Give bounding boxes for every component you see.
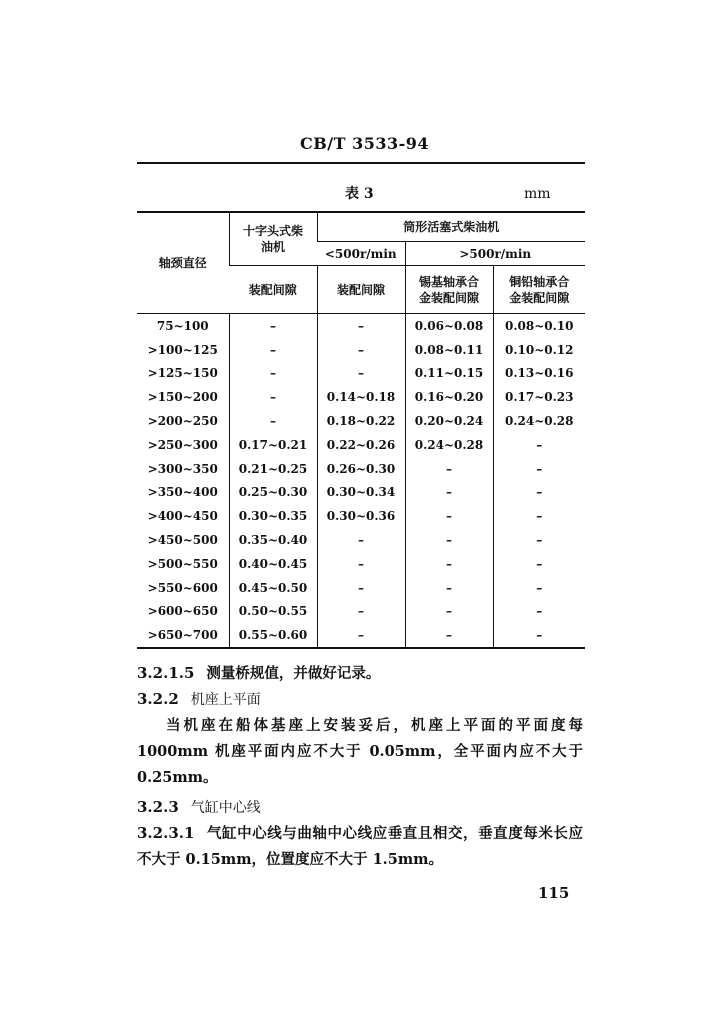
clearance-cell: – <box>405 623 493 648</box>
clearance-cell: 0.45~0.50 <box>229 576 317 600</box>
clearance-cell: 0.14~0.18 <box>317 385 405 409</box>
header-copper-lead-clearance: 铜铅轴承合金装配间隙 <box>493 266 585 314</box>
clearance-cell: – <box>405 600 493 624</box>
clearance-cell: 0.18~0.22 <box>317 409 405 433</box>
clearance-cell: – <box>229 362 317 386</box>
clearance-cell: – <box>317 552 405 576</box>
clearance-cell: – <box>317 623 405 648</box>
header-tin-alloy-clearance: 锡基轴承合金装配间隙 <box>405 266 493 314</box>
table-title: 表 3 <box>345 186 374 202</box>
header-col1-clearance: 装配间隙 <box>229 266 317 314</box>
section-3-2-2-body: 当机座在船体基座上安装妥后，机座上平面的平面度每1000mm 机座平面内应不大于 0.05mm，全平面内应不大于0.25mm。 <box>137 717 583 786</box>
journal-diameter-cell: >150~200 <box>147 390 218 405</box>
table-row <box>137 409 585 433</box>
clearance-cell: – <box>405 457 493 481</box>
table-unit: mm <box>524 186 551 202</box>
clearance-cell: – <box>317 314 405 338</box>
section-3-2-1-5 <box>137 660 585 687</box>
header-trunk-piston-engine: 筒形活塞式柴油机 <box>317 212 585 242</box>
journal-diameter-cell: >100~125 <box>147 342 218 357</box>
clearance-table <box>137 211 585 649</box>
clearance-cell: – <box>493 600 585 624</box>
header-speed-above-500: >500r/min <box>405 242 585 266</box>
header-crosshead-engine: 十字头式柴油机 <box>229 212 317 266</box>
clearance-cell: 0.26~0.30 <box>317 457 405 481</box>
clearance-cell: – <box>317 362 405 386</box>
clearance-cell: – <box>493 576 585 600</box>
section-3-2-3-1 <box>137 820 583 873</box>
journal-diameter-cell: >450~500 <box>147 533 218 548</box>
clearance-cell: 0.10~0.12 <box>493 338 585 362</box>
clearance-cell: – <box>493 623 585 648</box>
table-row <box>137 433 585 457</box>
clearance-cell: 0.08~0.11 <box>405 338 493 362</box>
clearance-cell: – <box>229 385 317 409</box>
clearance-cell: 0.40~0.45 <box>229 552 317 576</box>
clearance-cell: – <box>229 314 317 338</box>
clearance-cell: – <box>493 504 585 528</box>
journal-diameter-cell: >600~650 <box>147 604 218 619</box>
clearance-cell: – <box>405 576 493 600</box>
clearance-cell: – <box>493 457 585 481</box>
clearance-cell: – <box>405 481 493 505</box>
clearance-cell: 0.35~0.40 <box>229 528 317 552</box>
section-number: 3.2.3.1 <box>137 824 195 842</box>
clearance-cell: – <box>229 338 317 362</box>
clearance-cell: 0.30~0.35 <box>229 504 317 528</box>
clearance-cell: – <box>317 338 405 362</box>
clearance-cell: 0.17~0.23 <box>493 385 585 409</box>
table-row <box>137 600 585 624</box>
header-journal-diameter: 轴颈直径 <box>137 212 229 314</box>
table-row <box>137 385 585 409</box>
clearance-cell: 0.24~0.28 <box>493 409 585 433</box>
clearance-cell: – <box>229 409 317 433</box>
clearance-cell: 0.50~0.55 <box>229 600 317 624</box>
section-title: 气缸中心线 <box>190 800 261 816</box>
clearance-cell: 0.21~0.25 <box>229 457 317 481</box>
standard-code-header: CB/T 3533-94 <box>300 134 430 153</box>
journal-diameter-cell: >250~300 <box>147 437 218 452</box>
clearance-cell: 0.30~0.34 <box>317 481 405 505</box>
header-rule <box>137 162 585 164</box>
clearance-cell: 0.08~0.10 <box>493 314 585 338</box>
clearance-cell: 0.25~0.30 <box>229 481 317 505</box>
clearance-cell: 0.17~0.21 <box>229 433 317 457</box>
table-row <box>137 504 585 528</box>
clearance-cell: – <box>317 576 405 600</box>
table-row <box>137 576 585 600</box>
section-text: 测量桥规值，并做好记录。 <box>206 665 381 682</box>
journal-diameter-cell: >125~150 <box>147 366 218 381</box>
table-row <box>137 362 585 386</box>
table-row <box>137 338 585 362</box>
section-number: 3.2.3 <box>137 798 179 816</box>
section-title: 机座上平面 <box>190 692 261 708</box>
table-row <box>137 552 585 576</box>
clearance-cell: – <box>405 504 493 528</box>
clearance-cell: 0.16~0.20 <box>405 385 493 409</box>
journal-diameter-cell: >300~350 <box>147 461 218 476</box>
clearance-cell: – <box>317 600 405 624</box>
journal-diameter-cell: >650~700 <box>137 623 229 648</box>
header-speed-below-500: <500r/min <box>317 242 405 266</box>
section-text: 气缸中心线与曲轴中心线应垂直且相交，垂直度每米长应不大于 0.15mm，位置度应不大于 1.5mm。 <box>137 825 583 868</box>
clearance-cell: 0.06~0.08 <box>405 314 493 338</box>
clearance-cell: 0.24~0.28 <box>405 433 493 457</box>
table-row <box>137 457 585 481</box>
clearance-cell: 0.55~0.60 <box>229 623 317 648</box>
clearance-cell: – <box>405 528 493 552</box>
clearance-cell: 0.13~0.16 <box>493 362 585 386</box>
journal-diameter-cell: >400~450 <box>147 509 218 524</box>
journal-diameter-cell: 75~100 <box>156 318 209 333</box>
section-number: 3.2.2 <box>137 690 179 708</box>
journal-diameter-cell: >500~550 <box>147 556 218 571</box>
clearance-cell: – <box>493 552 585 576</box>
header-col2-clearance: 装配间隙 <box>317 266 405 314</box>
clearance-cell: – <box>405 552 493 576</box>
table-row <box>137 481 585 505</box>
page-number: 115 <box>538 884 570 902</box>
section-number: 3.2.1.5 <box>137 664 195 682</box>
table-row <box>137 528 585 552</box>
clearance-cell: – <box>493 433 585 457</box>
journal-diameter-cell: >550~600 <box>147 580 218 595</box>
clearance-cell: 0.30~0.36 <box>317 504 405 528</box>
journal-diameter-cell: >200~250 <box>147 414 218 429</box>
clearance-cell: 0.22~0.26 <box>317 433 405 457</box>
clearance-cell: – <box>493 528 585 552</box>
section-3-2-3 <box>137 794 585 821</box>
clearance-cell: 0.11~0.15 <box>405 362 493 386</box>
clearance-cell: – <box>317 528 405 552</box>
table-row <box>137 314 585 338</box>
section-3-2-2 <box>137 686 585 713</box>
clearance-cell: 0.20~0.24 <box>405 409 493 433</box>
journal-diameter-cell: >350~400 <box>147 485 218 500</box>
table-row <box>137 623 585 648</box>
clearance-cell: – <box>493 481 585 505</box>
